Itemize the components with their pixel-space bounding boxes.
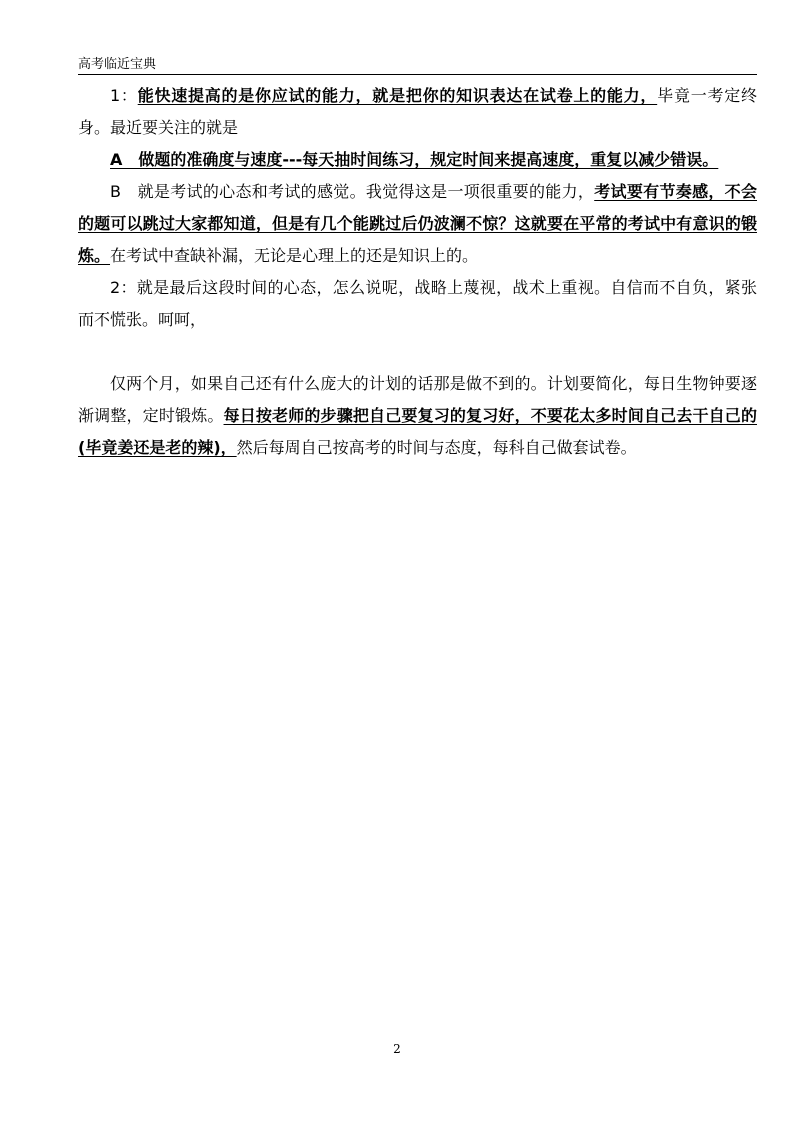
page-number: 2 <box>393 1042 401 1056</box>
paragraph-3-lead: B 就是考试的心态和考试的感觉。我觉得这是一项很重要的能力， <box>110 182 595 201</box>
paragraph-1-emphasis: 能快速提高的是你应试的能力，就是把你的知识表达在试卷上的能力， <box>137 86 658 105</box>
paragraph-5-emphasis: 每日按老师的步骤把自己要复习的复习好，不要花太多时间自己去干自己的(毕竟姜还是老的辣)， <box>78 406 757 457</box>
page-header <box>78 56 757 75</box>
paragraph-3 <box>78 176 757 272</box>
document-body <box>78 80 757 464</box>
paragraph-1-rest: 毕竟一考定终身。最近要关注的就是 <box>78 86 757 137</box>
blank-line <box>78 336 757 368</box>
paragraph-4-text: 2：就是最后这段时间的心态，怎么说呢，战略上蔑视，战术上重视。自信而不自负，紧张而不慌张。呵呵， <box>78 278 757 329</box>
paragraph-4 <box>78 272 757 336</box>
paragraph-1 <box>78 80 757 144</box>
paragraph-5 <box>78 368 757 464</box>
paragraph-5-lead: 仅两个月，如果自己还有什么庞大的计划的话那是做不到的。计划要简化，每日生物钟要逐渐调整，定时锻炼。 <box>78 374 757 425</box>
paragraph-2 <box>78 144 757 176</box>
paragraph-3-rest: 在考试中查缺补漏，无论是心理上的还是知识上的。 <box>110 246 479 265</box>
paragraph-2-emphasis: A 做题的准确度与速度---每天抽时间练习，规定时间来提高速度，重复以减少错误。 <box>110 150 719 169</box>
header-title: 高考临近宝典 <box>78 57 157 72</box>
paragraph-1-lead: 1： <box>110 86 138 105</box>
paragraph-5-rest: 然后每周自己按高考的时间与态度，每科自己做套试卷。 <box>236 438 637 457</box>
paragraph-3-emphasis: 考试要有节奏感，不会的题可以跳过大家都知道，但是有几个能跳过后仍波澜不惊？这就要在平常的考试中有意识的锻炼。 <box>78 182 757 265</box>
